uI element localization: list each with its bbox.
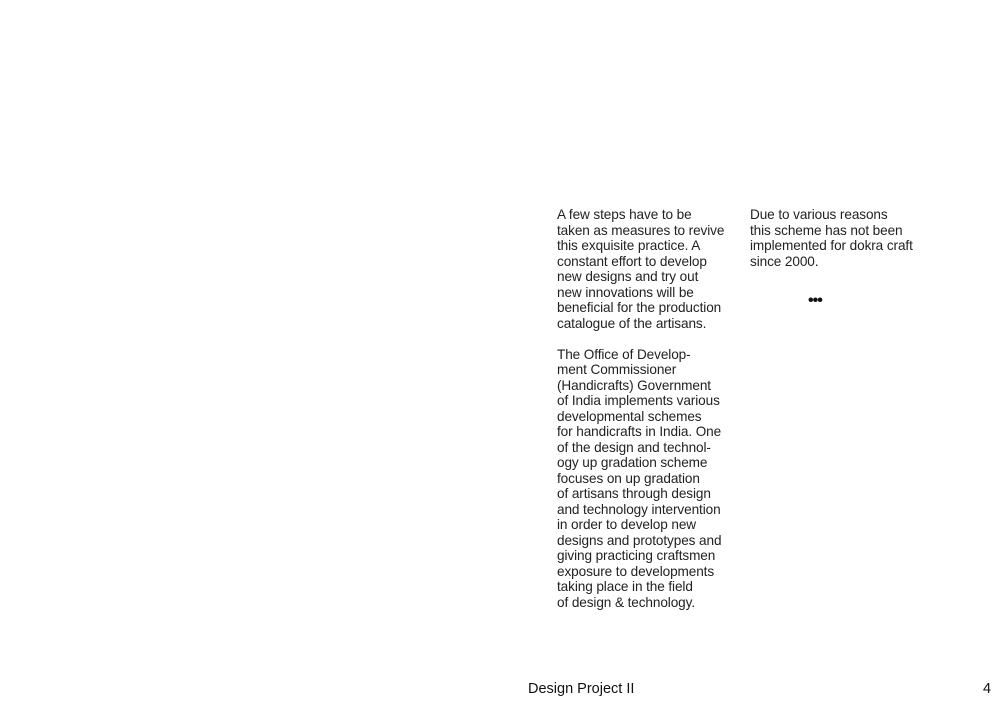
text-line: designs and prototypes and: [557, 532, 722, 548]
page-number: 4: [983, 681, 992, 697]
text-line: and technology intervention: [557, 501, 721, 517]
text-line: this exquisite practice. A: [557, 238, 701, 253]
text-line: of India implements various: [557, 393, 720, 408]
text-line: A few steps have to be: [557, 207, 692, 222]
text-line: beneficial for the production: [557, 300, 722, 315]
text-line: focuses on up gradation: [557, 470, 700, 486]
text-line: taking place in the field: [557, 579, 693, 594]
text-line: (Handicrafts) Government: [557, 377, 711, 393]
text-line: of the design and technol-: [557, 439, 711, 455]
footer-title: Design Project II: [528, 681, 635, 697]
text-line: new designs and try out: [557, 269, 699, 284]
text-line: Due to various reasons: [750, 207, 888, 222]
text-line: exposure to developments: [557, 563, 715, 579]
text-line: of artisans through design: [557, 486, 711, 501]
text-line: giving practicing craftsmen: [557, 548, 716, 563]
text-line: in order to develop new: [557, 517, 697, 532]
text-line: developmental schemes: [557, 408, 702, 424]
text-line: ogy up gradation scheme: [557, 455, 708, 470]
left-paragraph-1: [557, 207, 727, 331]
text-line: for handicrafts in India. One: [557, 424, 722, 439]
right-text-column: [750, 207, 920, 285]
text-line: taken as measures to revive: [557, 222, 725, 238]
text-line: since 2000.: [750, 253, 819, 269]
text-line: The Office of Develop-: [557, 346, 691, 362]
text-line: implemented for dokra craft: [750, 238, 913, 253]
text-line: new innovations will be: [557, 284, 694, 300]
text-line: ment Commissioner: [557, 362, 677, 377]
text-line: this scheme has not been: [750, 222, 903, 238]
text-line: of design & technology.: [557, 594, 696, 610]
right-paragraph-1: [750, 207, 920, 269]
text-line: catalogue of the artisans.: [557, 315, 707, 331]
continuation-ellipsis: •••: [808, 292, 822, 309]
left-text-column: [557, 207, 727, 626]
left-paragraph-2: [557, 347, 727, 611]
text-line: constant effort to develop: [557, 253, 707, 269]
